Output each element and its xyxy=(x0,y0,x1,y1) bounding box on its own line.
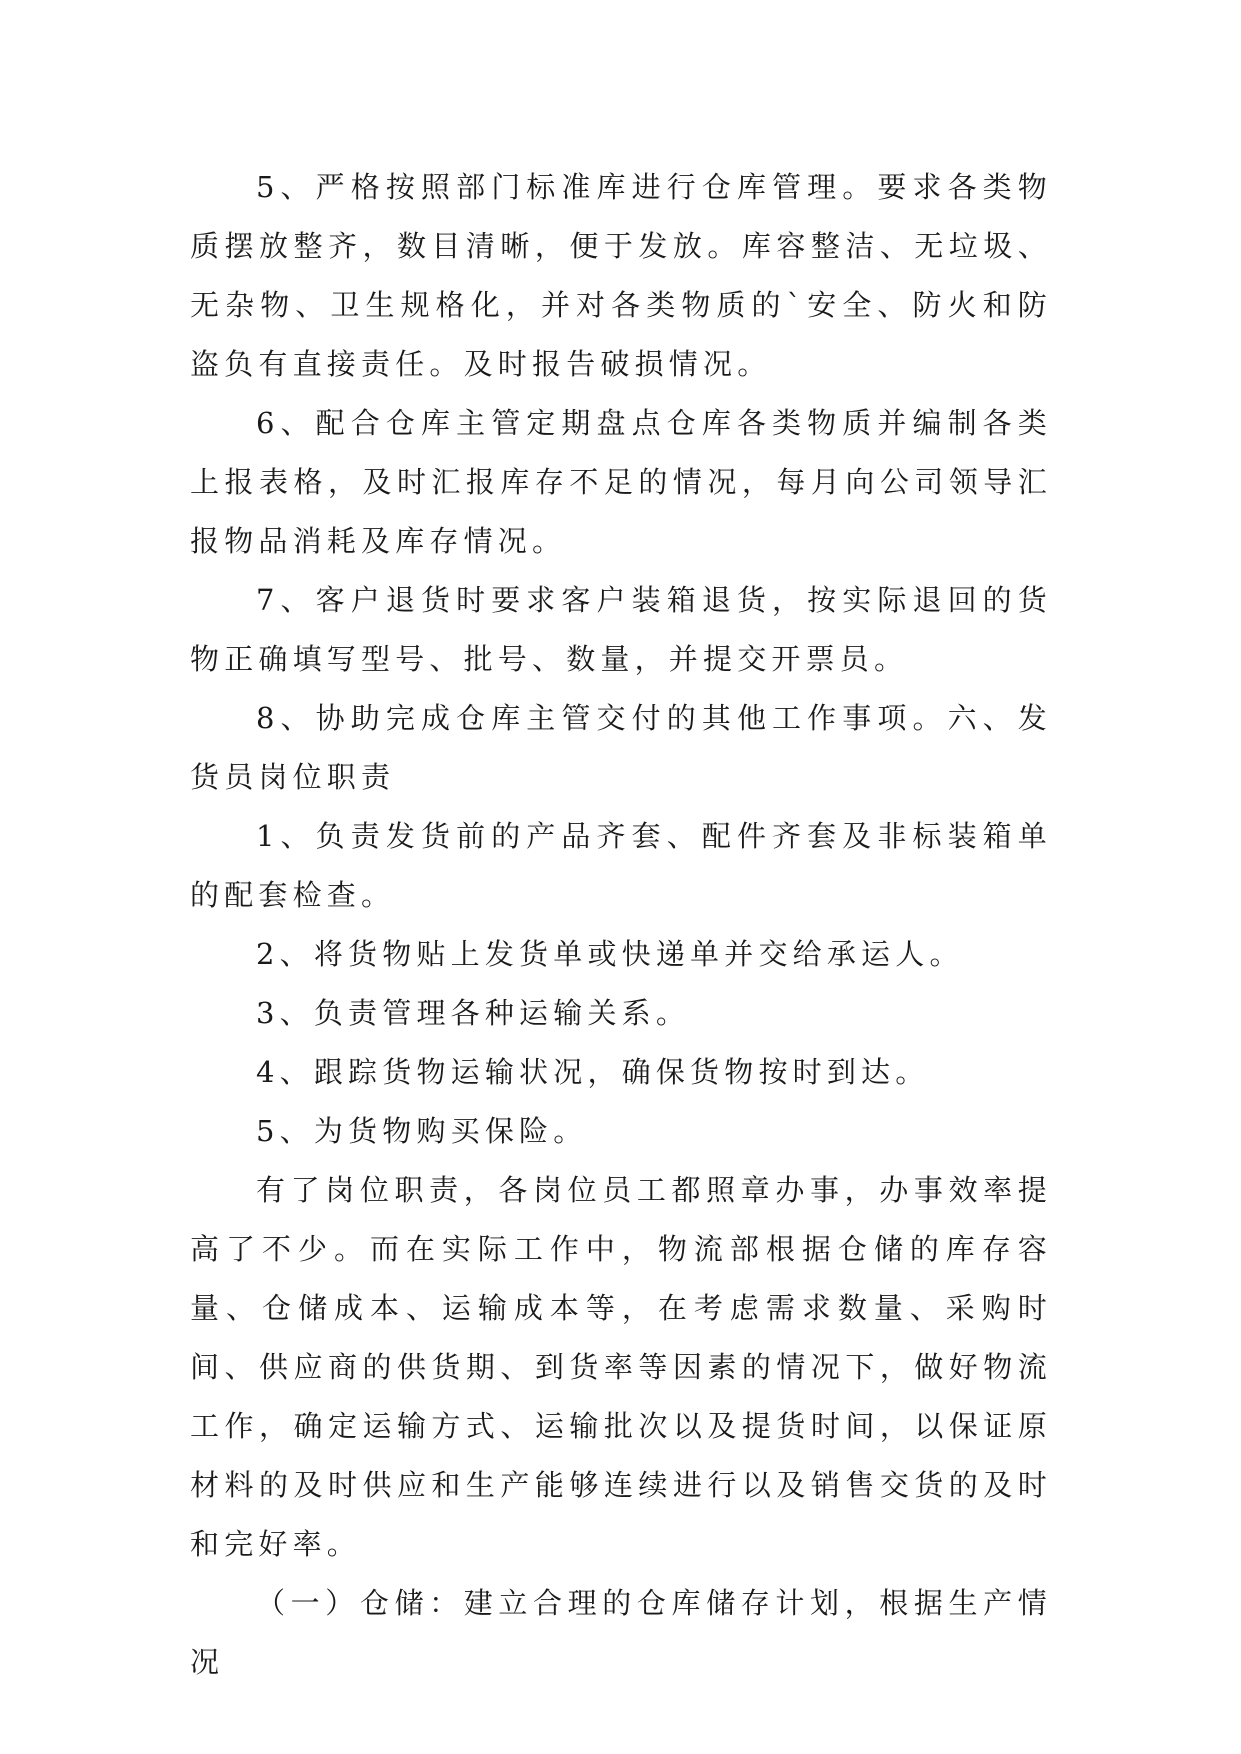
paragraph-other-duties: 8、协助完成仓库主管交付的其他工作事项。六、发货员岗位职责 xyxy=(190,701,1052,794)
paragraph-customer-returns: 7、客户退货时要求客户装箱退货，按实际退回的货物正确填写型号、批号、数量，并提交开票员。 xyxy=(190,583,1052,676)
paragraph-summary: 有了岗位职责，各岗位员工都照章办事，办事效率提高了不少。而在实际工作中，物流部根据仓储的库存容量、仓储成本、运输成本等，在考虑需求数量、采购时间、供应商的供货期、到货率等因素的情况下，做好物流工作，确定运输方式、运输批次以及提货时间，以保证原材料的及时供应和生产能够连续进行以及销售交货的及时和完好率。 xyxy=(190,1173,1052,1561)
paragraph-inventory-count: 6、配合仓库主管定期盘点仓库各类物质并编制各类上报表格，及时汇报库存不足的情况，每月向公司领导汇报物品消耗及库存情况。 xyxy=(190,406,1052,558)
paragraph-transport-relations: 3、负责管理各种运输关系。 xyxy=(256,996,691,1030)
paragraph-shipping-check: 1、负责发货前的产品齐套、配件齐套及非标装箱单的配套检查。 xyxy=(190,819,1052,912)
paragraph-shipping-labels: 2、将货物贴上发货单或快递单并交给承运人。 xyxy=(256,937,964,971)
paragraph-tracking: 4、跟踪货物运输状况，确保货物按时到达。 xyxy=(256,1055,930,1089)
paragraph-warehouse-management: 5、严格按照部门标准库进行仓库管理。要求各类物质摆放整齐，数目清晰，便于发放。库容整洁、无垃圾、无杂物、卫生规格化，并对各类物质的`安全、防火和防盗负有直接责任。及时报告破损情况。 xyxy=(190,170,1052,381)
paragraph-insurance: 5、为货物购买保险。 xyxy=(256,1114,588,1148)
document-body xyxy=(190,158,1052,1692)
paragraph-warehousing-section: （一）仓储：建立合理的仓库储存计划，根据生产情况 xyxy=(190,1586,1052,1679)
